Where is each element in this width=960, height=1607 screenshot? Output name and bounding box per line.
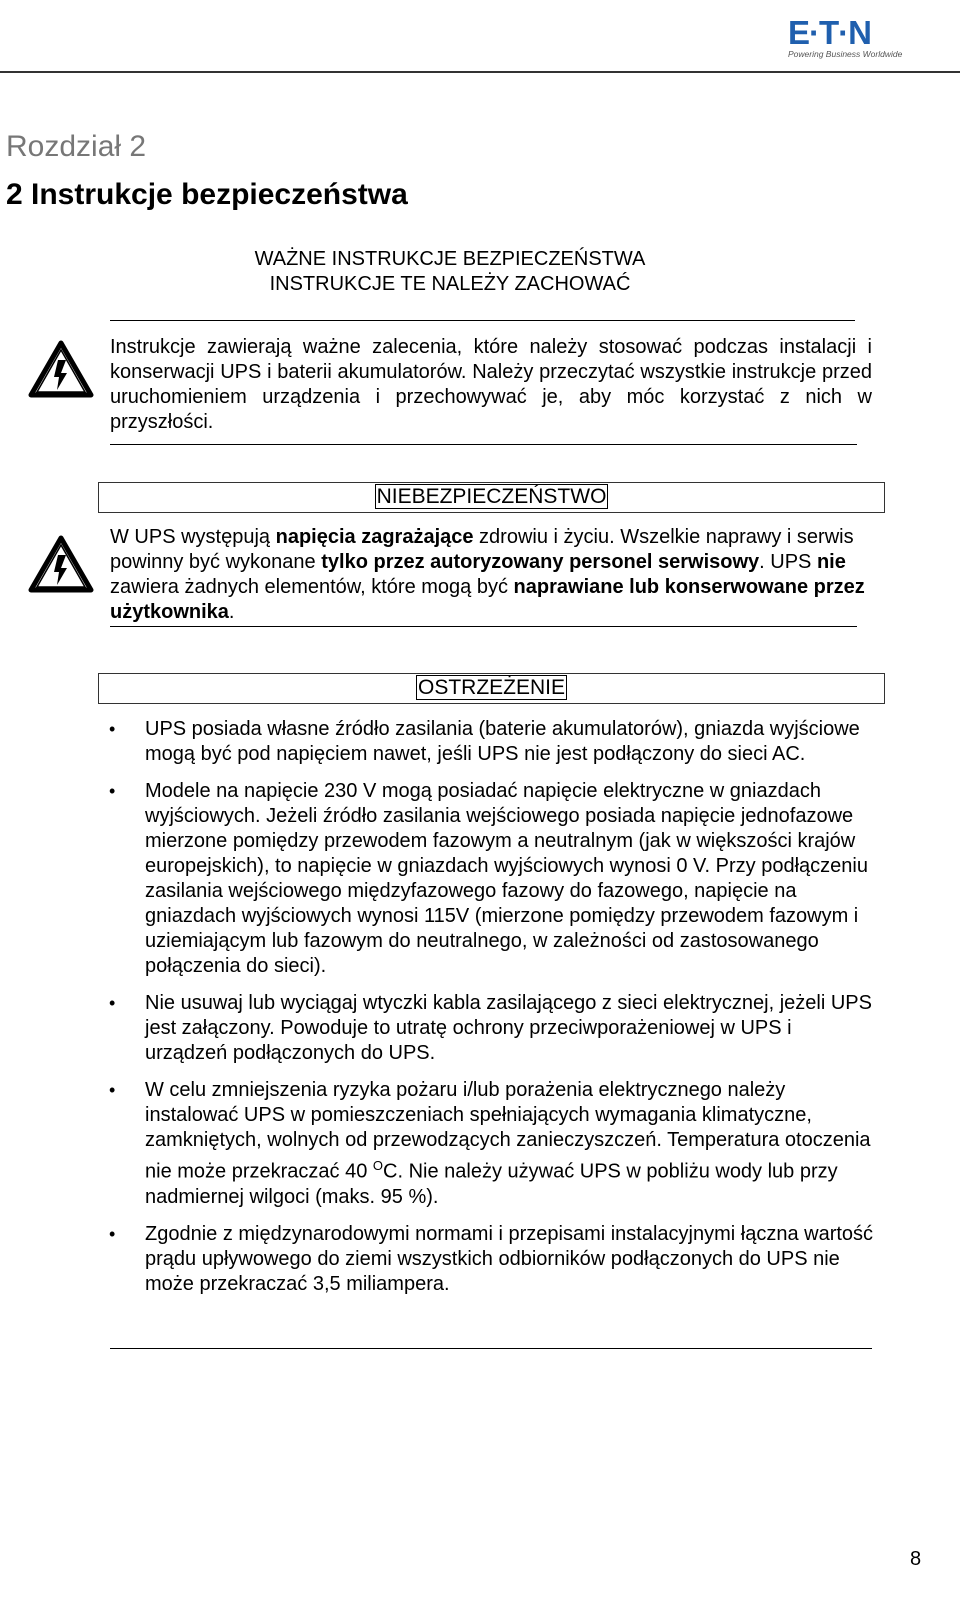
high-voltage-warning-icon bbox=[28, 535, 94, 593]
eaton-logo bbox=[788, 16, 923, 58]
bullet-icon: • bbox=[109, 719, 116, 739]
header-divider bbox=[0, 71, 960, 73]
list-item: • UPS posiada własne źródło zasilania (baterie akumulatorów), gniazda wyjściowe mogą być pod napięciem nawet, jeśli UPS nie jest podłączony do sieci AC. bbox=[109, 718, 860, 765]
danger-text: W UPS występują napięcia zagrażające zdrowiu i życiu. Wszelkie naprawy i serwis powinny być wykonane tylko przez autoryzowany personel serwisowy. UPS nie zawiera żadnych elementów, które mogą być naprawiane lub konserwowane przez użytkownika. bbox=[110, 526, 865, 623]
section-title: 2 Instrukcje bezpieczeństwa bbox=[6, 178, 408, 211]
important-line-2: INSTRUKCJE TE NALEŻY ZACHOWAĆ bbox=[269, 273, 631, 295]
bullet-icon: • bbox=[109, 993, 116, 1013]
page-number: 8 bbox=[910, 1548, 922, 1570]
list-item: • Modele na napięcie 230 V mogą posiadać napięcie elektryczne w gniazdach wyjściowych. Jeżeli źródło zasilania wejściowego posiada napięcie jednofazowe mierzone pomiędzy przewodem fazowym a neutralnym (jak w większości krajów europejskich), to napięcie w gniazdach wyjściowych wynosi 0 V. Przy podłączeniu zasilania wejściowego międzyfazowego fazowy do fazowego, napięcie na gniazdach wyjściowych wynosi 115V (mierzone pomiędzy przewodem fazowym i uziemiającym lub fazowym do neutralnego, w zależności od zastosowanego połączenia do sieci). bbox=[109, 780, 868, 977]
warning-list bbox=[109, 717, 875, 1309]
list-item: • Nie usuwaj lub wyciągaj wtyczki kabla zasilającego z sieci elektrycznej, jeżeli UPS jest załączony. Powoduje to utratę ochrony przeciwporażeniowej w UPS i urządzeń podłączonych do UPS. bbox=[109, 992, 872, 1064]
warning-bottom-rule bbox=[110, 1348, 872, 1349]
intro-top-rule bbox=[110, 320, 855, 321]
bullet-icon: • bbox=[109, 781, 116, 801]
danger-header-box bbox=[98, 482, 885, 513]
bullet-icon: • bbox=[109, 1080, 116, 1100]
important-line-1: WAŻNE INSTRUKCJE BEZPIECZEŃSTWA bbox=[254, 248, 646, 270]
logo-tagline: Powering Business Worldwide bbox=[788, 49, 903, 59]
intro-text: Instrukcje zawierają ważne zalecenia, które należy stosować podczas instalacji i konserwacji UPS i baterii akumulatorów. Należy przeczytać wszystkie instrukcje przed uruchomieniem urządzenia i przechowywać je, aby móc korzystać z nich w przyszłości. bbox=[110, 336, 872, 433]
high-voltage-warning-icon bbox=[28, 340, 94, 398]
danger-label: NIEBEZPIECZEŃSTWO bbox=[376, 485, 607, 508]
intro-bottom-rule bbox=[110, 444, 857, 445]
list-item: • W celu zmniejszenia ryzyka pożaru i/lub porażenia elektrycznego należy instalować UPS w pomieszczeniach spełniających wymagania klimatyczne, zamkniętych, wolnych od przewodzących zanieczyszczeń. Temperatura otoczenia nie może przekraczać 40 $^O$C. Nie należy używać UPS w pobliżu wody lub przy nadmiernej wilgoci (maks. 95 %). bbox=[109, 1079, 871, 1208]
bullet-icon: • bbox=[109, 1223, 116, 1244]
chapter-label: Rozdział 2 bbox=[6, 130, 147, 163]
warning-header-box bbox=[98, 673, 885, 704]
warning-label: OSTRZEŻENIE bbox=[417, 676, 565, 699]
danger-bottom-rule bbox=[110, 626, 857, 627]
list-item: • Zgodnie z międzynarodowymi normami i przepisami instalacyjnymi łączna wartość prądu upływowego do ziemi wszystkich odbiorników podłączonych do UPS nie może przekraczać 3,5 miliampera. bbox=[109, 1222, 874, 1295]
logo-wordmark: E·T·N bbox=[788, 14, 871, 51]
